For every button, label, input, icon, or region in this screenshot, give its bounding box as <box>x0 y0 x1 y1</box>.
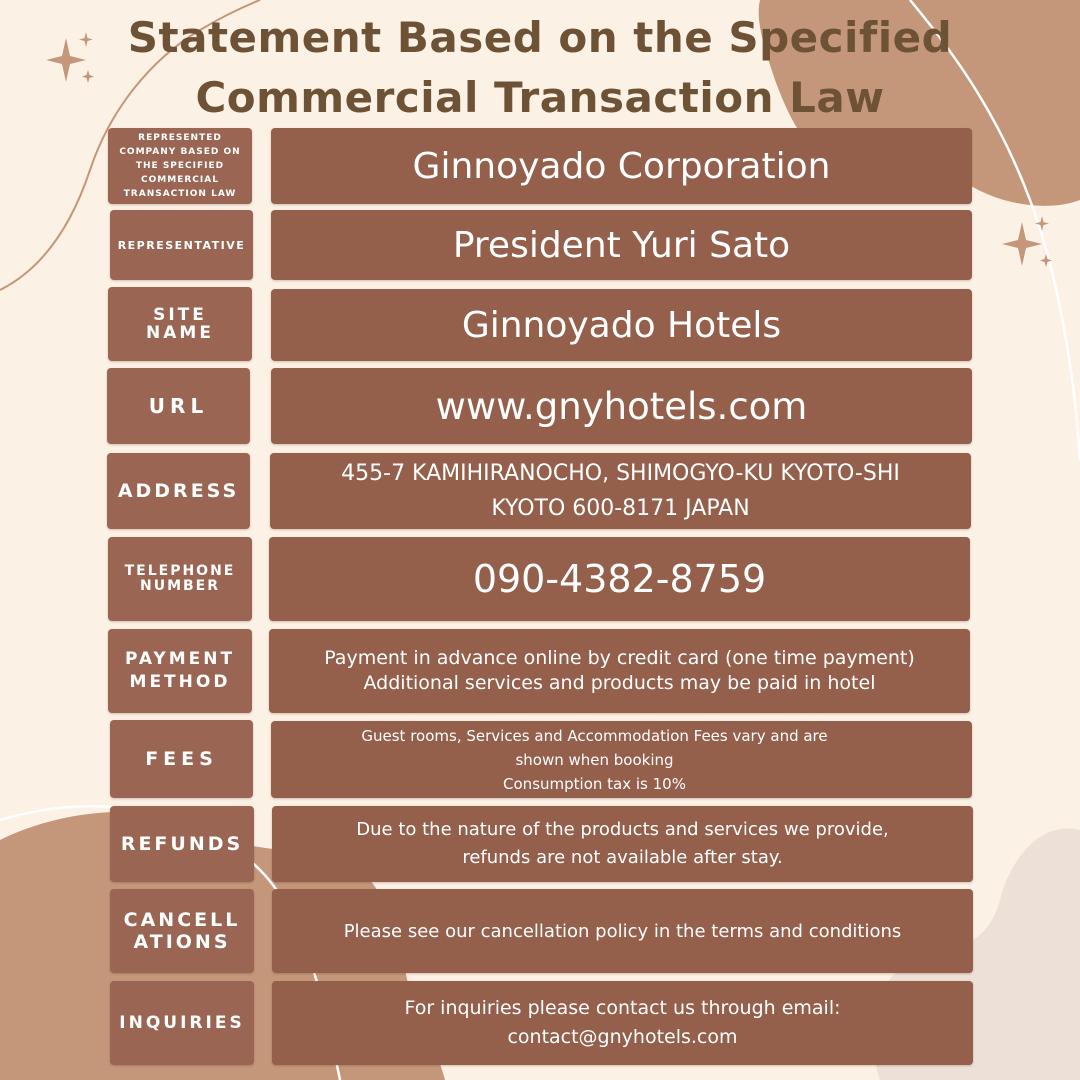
label-payment-method: PAYMENT METHOD <box>108 629 252 713</box>
value-telephone-number: 090-4382-8759 <box>269 537 970 621</box>
label-address: ADDRESS <box>107 453 250 529</box>
page-title-line-1: Statement Based on the Specified <box>127 13 953 62</box>
label-fees: FEES <box>110 720 253 798</box>
value-inquiries: For inquiries please contact us through email: contact@gnyhotels.com <box>272 981 973 1065</box>
value-site-name: Ginnoyado Hotels <box>271 289 972 361</box>
value-refunds: Due to the nature of the products and services we provide, refunds are not available after stay. <box>272 806 973 882</box>
label-inquiries: INQUIRIES <box>110 981 254 1065</box>
value-cancellations: Please see our cancellation policy in the terms and conditions <box>272 889 973 973</box>
value-representative: President Yuri Sato <box>271 210 972 280</box>
page-title-line-2: Commercial Transaction Law <box>195 73 885 122</box>
value-address: 455-7 KAMIHIRANOCHO, SHIMOGYO-KU KYOTO-SHI KYOTO 600-8171 JAPAN <box>270 453 971 529</box>
label-representative: REPRESENTATIVE <box>110 210 253 280</box>
label-site-name: SITE NAME <box>108 287 252 361</box>
value-fees: Guest rooms, Services and Accommodation Fees vary and are shown when booking Consumption tax is 10% <box>271 721 972 798</box>
page-title <box>0 8 1080 128</box>
label-represented-company: REPRESENTED COMPANY BASED ON THE SPECIFIED COMMERCIAL TRANSACTION LAW <box>108 128 252 204</box>
label-telephone-number: TELEPHONE NUMBER <box>108 537 252 621</box>
label-cancellations: CANCELL ATIONS <box>110 889 254 973</box>
value-payment-method: Payment in advance online by credit card (one time payment) Additional services and products may be paid in hotel <box>269 629 970 713</box>
label-url: URL <box>107 368 250 444</box>
label-refunds: REFUNDS <box>110 806 254 882</box>
value-represented-company: Ginnoyado Corporation <box>271 128 972 204</box>
value-url: www.gnyhotels.com <box>271 368 972 444</box>
